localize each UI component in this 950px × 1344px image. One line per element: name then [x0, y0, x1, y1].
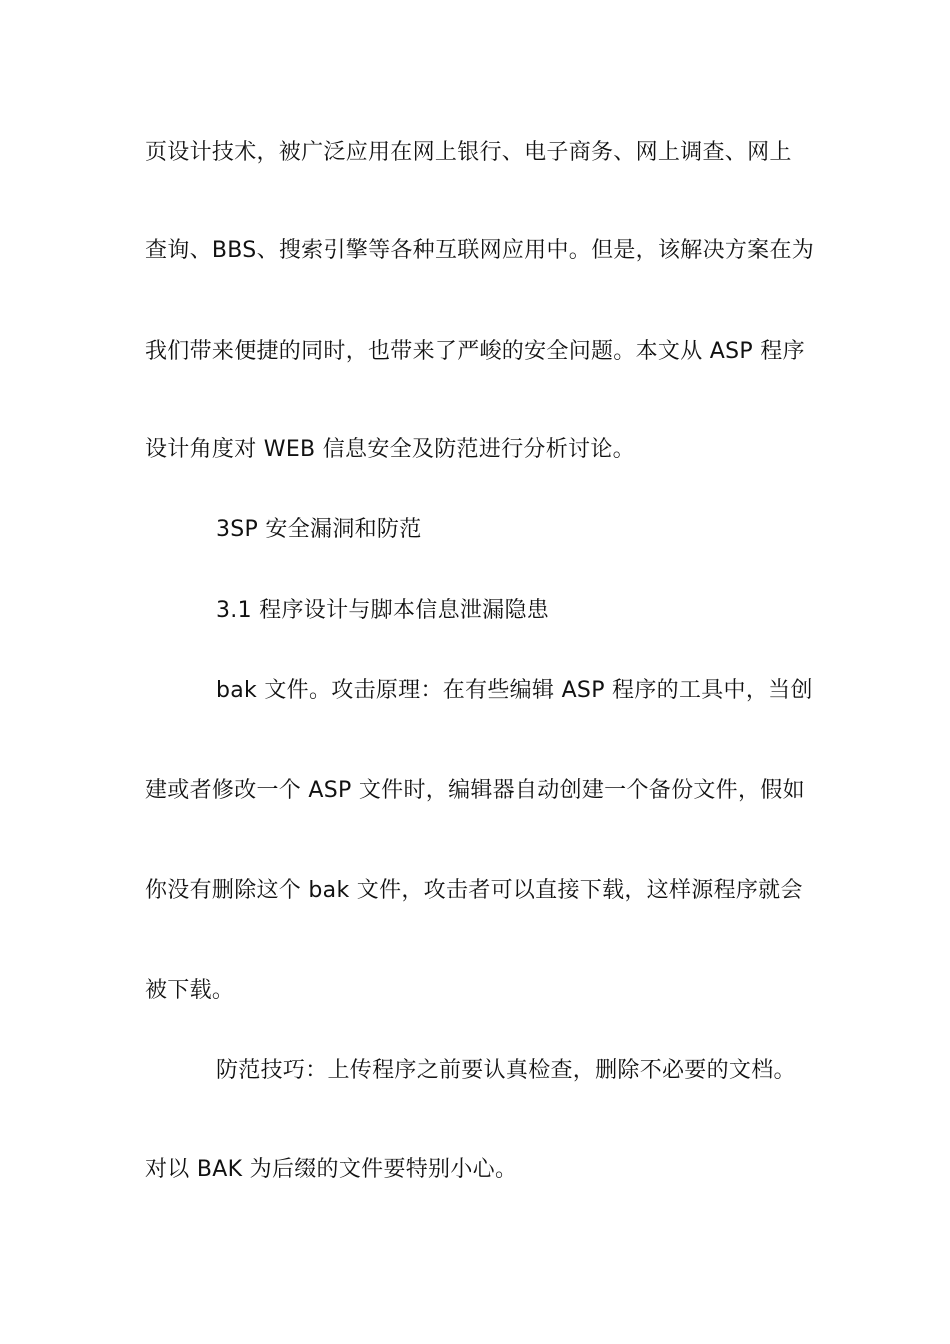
paragraph-intro-line-1: 页设计技术，被广泛应用在网上银行、电子商务、网上调查、网上: [145, 140, 792, 165]
paragraph-intro-line-2: 查询、BBS、搜索引擎等各种互联网应用中。但是，该解决方案在为: [145, 238, 815, 263]
section-3-heading: 3SP 安全漏洞和防范: [216, 517, 422, 542]
paragraph-prevention-line-1: 防范技巧：上传程序之前要认真检查，删除不必要的文档。: [216, 1058, 796, 1083]
paragraph-bak-line-1: bak 文件。攻击原理：在有些编辑 ASP 程序的工具中，当创: [216, 678, 813, 703]
paragraph-intro-line-4: 设计角度对 WEB 信息安全及防范进行分析讨论。: [145, 437, 635, 462]
paragraph-intro-line-3: 我们带来便捷的同时，也带来了严峻的安全问题。本文从 ASP 程序: [145, 339, 805, 364]
paragraph-prevention-line-2: 对以 BAK 为后缀的文件要特别小心。: [145, 1157, 518, 1182]
paragraph-bak-line-2: 建或者修改一个 ASP 文件时，编辑器自动创建一个备份文件，假如: [145, 778, 805, 803]
paragraph-bak-line-3: 你没有删除这个 bak 文件，攻击者可以直接下载，这样源程序就会: [145, 878, 803, 903]
paragraph-bak-line-4: 被下载。: [145, 978, 235, 1003]
section-3-1-heading: 3.1 程序设计与脚本信息泄漏隐患: [216, 598, 550, 623]
